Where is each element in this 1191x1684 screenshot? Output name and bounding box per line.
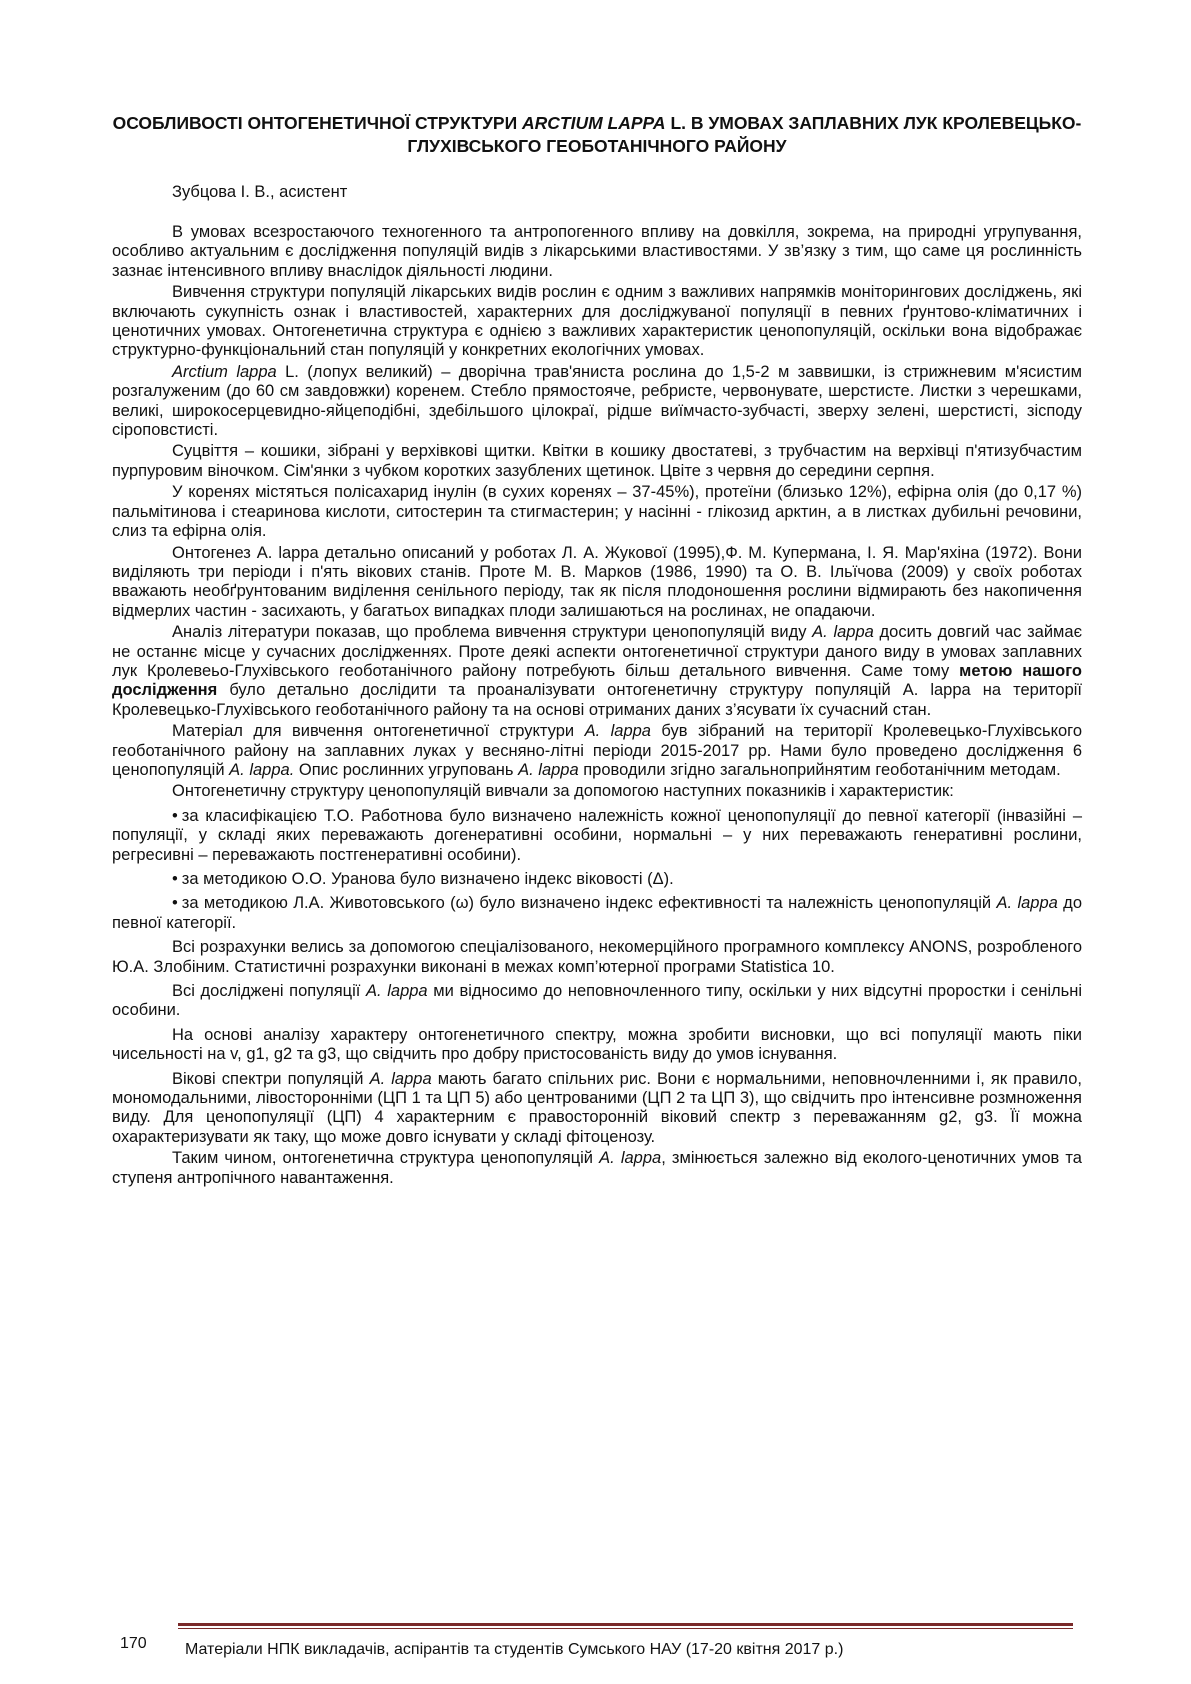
- paragraph-14: [112, 1149, 1082, 1188]
- paragraph-2: Вивчення структури популяцій лікарських видів рослин є одним з важливих напрямків моніторингових досліджень, які включають сукупність ознак і властивостей, характерних для досліджуваної популяції в певних ґрунтово-кліматичних і ценотичних умовах. Онтогенетична структура є однією з важливих характеристик ценопопуляцій, оскільки вона відображає структурно-функціональний стан популяцій у конкретних екологічних умовах.: [112, 283, 1082, 360]
- paragraph-4: Суцвіття – кошики, зібрані у верхівкові щитки. Квітки в кошику двостатеві, з трубчастим на верхівці п'ятизубчастим пурпуровим віночком. Сім'янки з чубком коротких зазублених щетинок. Цвіте з червня до середини серпня.: [112, 442, 1082, 480]
- bullet-icon: •: [172, 806, 178, 825]
- footer-divider: [178, 1623, 1073, 1626]
- paragraph-13: [112, 1070, 1082, 1148]
- title-part-1: ОСОБЛИВОСТІ ОНТОГЕНЕТИЧНОЇ СТРУКТУРИ: [112, 113, 523, 133]
- species-italic: A. lappa: [599, 1149, 662, 1168]
- paragraph-11-text-a: Всі досліджені популяції: [172, 982, 366, 1001]
- species-italic: A. lappa: [518, 760, 579, 779]
- bullet-icon: •: [172, 870, 178, 888]
- paragraph-5: У коренях містяться полісахарид інулін (в сухих коренях – 37-45%), протеїни (близько 12%), ефірна олія (до 0,17 %) пальмітинова і стеаринова кислоти, ситостерин та стигмастерин; у насінні - глікозид арктин, а в листках дубильні речовини, слиз та ефірна олія.: [112, 483, 1082, 541]
- list-item-2: [112, 870, 1082, 889]
- paragraph-8-text-d: проводили згідно загальноприйнятим геоботанічним методам.: [578, 760, 1061, 779]
- author-line: Зубцова І. В., асистент: [172, 183, 348, 201]
- species-italic: A. lappa: [366, 982, 428, 1001]
- research-aim-bold: метою нашого дослідження: [112, 661, 1082, 700]
- list-item-1: [112, 807, 1082, 865]
- species-italic: A. lappa: [369, 1069, 432, 1088]
- species-italic: A. lappa: [584, 722, 651, 741]
- paragraph-7-text-a: Аналіз літератури показав, що проблема вивчення структури ценопопуляцій виду: [172, 623, 813, 642]
- list-item-3: [112, 894, 1082, 933]
- paragraph-3-text: L. (лопух великий) – дворічна трав'яниста рослина до 1,5-2 м заввишки, із стрижневим м'ясистим розгалуженим (до 60 см завдовжки) коренем. Стебло прямостояче, ребристе, червонувате, шерстисте. Листки з черешками, великі, широкосерцевидно-яйцеподібні, здебільшого цілокраї, рідше виїмчасто-зубчасті, зверху зелені, шерстисті, зісподу сіроповстисті.: [112, 362, 1082, 440]
- species-italic: A. lappa: [812, 623, 874, 642]
- paragraph-8-text-b: був зібраний на території Кролевецько-Глухівського геоботанічного району на заплавних луках у весняно-літні періоди 2015-2017 рр. Нами було проведено дослідження 6 ценопопуляцій: [112, 722, 1082, 779]
- paragraph-10: Всі розрахунки велись за допомогою спеціалізованого, некомерційного програмного комплексу ANONS, розробленого Ю.А. Злобіним. Статистичні розрахунки виконані в межах комп’ютерної програми Statistica 10.: [112, 938, 1082, 976]
- species-italic: A. lappa: [996, 894, 1058, 913]
- paragraph-3: [112, 363, 1082, 441]
- article-title: [112, 112, 1082, 158]
- article: [112, 112, 1082, 1188]
- paragraph-13-text-a: Вікові спектри популяцій: [172, 1069, 370, 1088]
- list-item-3-text-b: до певної категорії.: [112, 894, 1082, 932]
- paragraph-7-text-b: досить довгий час займає не останнє місце у сучасних дослідженнях. Проте деякі аспекти онтогенетичної структури даного виду в умовах заплавних лук Кролевеьо-Глухівського геоботанічного району потребують більш детального вивчення. Саме тому: [112, 623, 1082, 680]
- paragraph-6: Онтогенез А. lappa детально описаний у роботах Л. А. Жукової (1995),Ф. М. Купермана, І. Я. Мар'яхіна (1972). Вони виділяють три періоди і п'ять вікових станів. Проте М. В. Марков (1986, 1990) та О. В. Ільїчова (2009) у своїх роботах вважають необґрунтованим виділення сенільного періоду, так як після плодоношення рослини відмирають без накопичення відмерлих частин - засихають, у багатьох випадках плоди залишаються на рослинах, не опадаючи.: [112, 543, 1082, 620]
- list-item-1-text: за класифікацією Т.О. Работнова було визначено належність кожної ценопопуляції до певної категорії (інвазійні – популяції, у складі яких переважають догенеративні особини, нормальні – у них переважають генеративні рослини, регресивні – переважають постгенеративні особини).: [112, 806, 1082, 864]
- paragraph-11: [112, 982, 1082, 1021]
- paragraph-8: [112, 722, 1082, 780]
- paragraph-12: На основі аналізу характеру онтогенетичного спектру, можна зробити висновки, що всі популяції мають піки чисельності на v, g1, g2 та g3, що свідчить про добру пристосованість виду до умов існування.: [112, 1025, 1082, 1064]
- footer-citation: Матеріали НПК викладачів, аспірантів та студентів Сумського НАУ (17-20 квітня 2017 р.): [185, 1641, 844, 1658]
- bullet-icon: •: [172, 894, 178, 913]
- list-item-2-text: за методикою О.О. Уранова було визначено індекс віковості (Δ).: [181, 870, 674, 888]
- article-body: [112, 223, 1082, 1188]
- list-item-3-text-a: за методикою Л.А. Животовського (ω) було визначено індекс ефективності та належність ценопопуляцій: [181, 894, 997, 913]
- title-part-2: L. В УМОВАХ ЗАПЛАВНИХ ЛУК КРОЛЕВЕЦЬКО-ГЛУХІВСЬКОГО ГЕОБОТАНІЧНОГО РАЙОНУ: [407, 113, 1082, 156]
- paragraph-13-text-b: мають багато спільних рис. Вони є нормальними, неповночленними і, як правило, мономодальними, лівосторонніми (ЦП 1 та ЦП 5) або центрованими (ЦП 2 та ЦП 3), що свідчить про інтенсивне розмноження виду. Для ценопопуляції (ЦП) 4 характерним є правосторонній віковий спектр з переважанням g2, g3. Її можна охарактеризувати як таку, що може довго існувати у складі фітоценозу.: [112, 1069, 1083, 1146]
- title-species-name: ARCTIUM LAPPA: [522, 113, 666, 133]
- paragraph-8-text-c: Опис рослинних угруповань: [294, 760, 519, 779]
- paragraph-14-text-a: Таким чином, онтогенетична структура ценопопуляцій: [172, 1149, 600, 1168]
- paragraph-7: [112, 623, 1082, 720]
- species-italic: Arctium lappa: [172, 362, 277, 381]
- paragraph-8-text-a: Матеріал для вивчення онтогенетичної структури: [172, 722, 585, 741]
- footer-divider-thin: [178, 1628, 1073, 1629]
- paragraph-11-text-b: ми відносимо до неповночленного типу, оскільки у них відсутні проростки і сенільні особини.: [112, 982, 1083, 1020]
- page-number: 170: [120, 1635, 147, 1652]
- paragraph-14-text-b: , змінюється залежно від еколого-ценотичних умов та ступеня антропічного навантаження.: [112, 1149, 1082, 1187]
- species-italic: A. lappa.: [229, 760, 295, 779]
- paragraph-7-text-c: було детально дослідити та проаналізувати онтогенетичну структуру популяцій А. lappa на території Кролевецько-Глухівського геоботанічного району та на основі отриманих даних з’ясувати їх сучасний стан.: [112, 681, 1082, 719]
- paragraph-1: В умовах всезростаючого техногенного та антропогенного впливу на довкілля, зокрема, на природні угрупування, особливо актуальним є дослідження популяцій видів з лікарськими властивостями. У зв’язку з тим, що саме ця рослинність зазнає інтенсивного впливу внаслідок діяльності людини.: [112, 223, 1082, 280]
- paragraph-9: Онтогенетичну структуру ценопопуляцій вивчали за допомогою наступних показників і характеристик:: [172, 782, 954, 801]
